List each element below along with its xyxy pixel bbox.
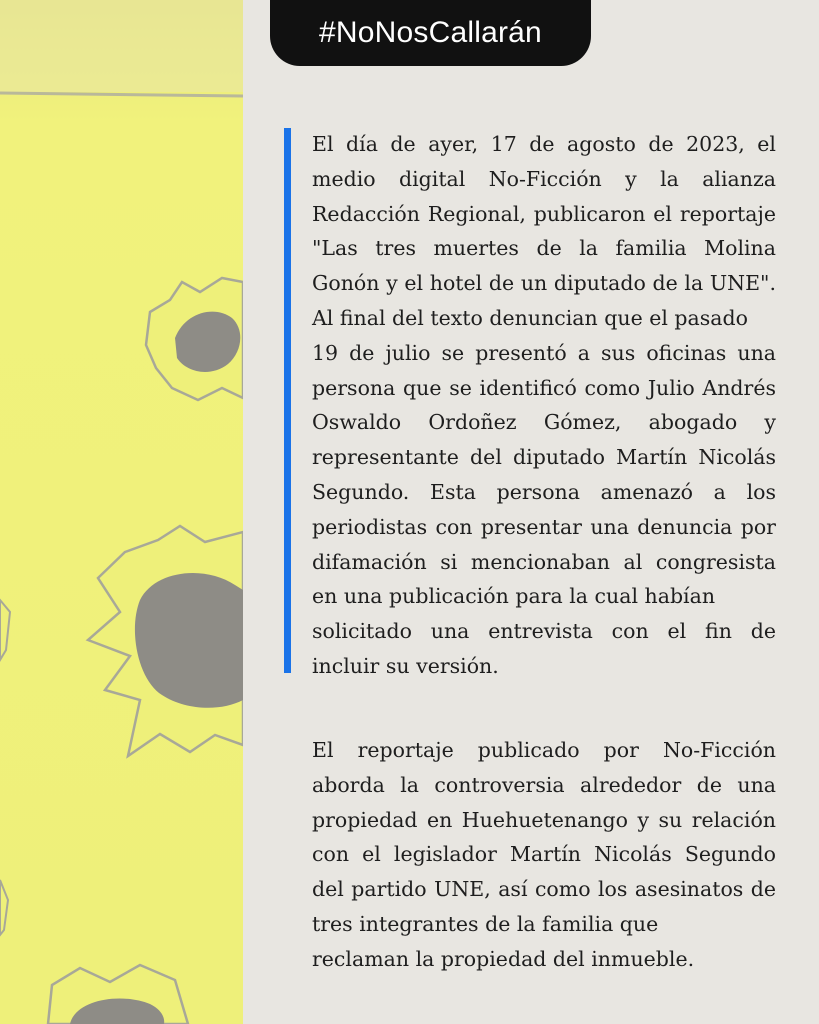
paragraph-line: 19 de julio se presentó a sus oficinas una <box>312 340 776 365</box>
paragraph-line: Gonón y el hotel de un diputado de la UNE". <box>312 271 776 296</box>
article-paragraph-2 <box>312 733 776 977</box>
paragraph-line: Oswaldo Ordoñez Gómez, abogado y <box>312 410 776 435</box>
paragraph-line: reclaman la propiedad del inmueble. <box>312 946 695 971</box>
paragraph-line: incluir su versión. <box>312 653 499 678</box>
paragraph-line: El día de ayer, 17 de agosto de 2023, el <box>312 132 776 156</box>
paragraph-line: Al final del texto denuncian que el pasado <box>312 305 748 330</box>
paragraph-line: "Las tres muertes de la familia Molina <box>312 236 776 261</box>
paragraph-line: en una publicación para la cual habían <box>312 584 716 609</box>
paragraph-line: tres integrantes de la familia que <box>312 911 659 936</box>
hashtag-tab <box>270 0 591 66</box>
article-paragraph-1 <box>312 127 776 684</box>
accent-bar <box>284 128 291 673</box>
paragraph-line: aborda la controversia alrededor de una <box>312 772 776 797</box>
paragraph-line: Segundo. Esta persona amenazó a los <box>312 479 776 504</box>
paragraph-line: propiedad en Huehuetenango y su relación <box>312 807 776 832</box>
paragraph-line: representante del diputado Martín Nicolás <box>312 445 776 470</box>
bullet-holes-image <box>0 0 243 1024</box>
paragraph-line: El reportaje publicado por No-Ficción <box>312 738 776 762</box>
hashtag-text: #NoNosCallarán <box>319 16 542 49</box>
paragraph-line: Redacción Regional, publicaron el reportaje <box>312 201 776 226</box>
paragraph-line: persona que se identificó como Julio Andrés <box>312 375 776 400</box>
paragraph-line: periodistas con presentar una denuncia por <box>312 514 776 539</box>
bullet-holes-illustration <box>0 0 243 1024</box>
paragraph-line: solicitado una entrevista con el fin de <box>312 619 776 644</box>
paragraph-line: del partido UNE, así como los asesinatos de <box>312 877 776 902</box>
paragraph-line: medio digital No-Ficción y la alianza <box>312 166 776 191</box>
paragraph-line: con el legislador Martín Nicolás Segundo <box>312 842 776 867</box>
paragraph-line: difamación si mencionaban al congresista <box>312 549 776 574</box>
